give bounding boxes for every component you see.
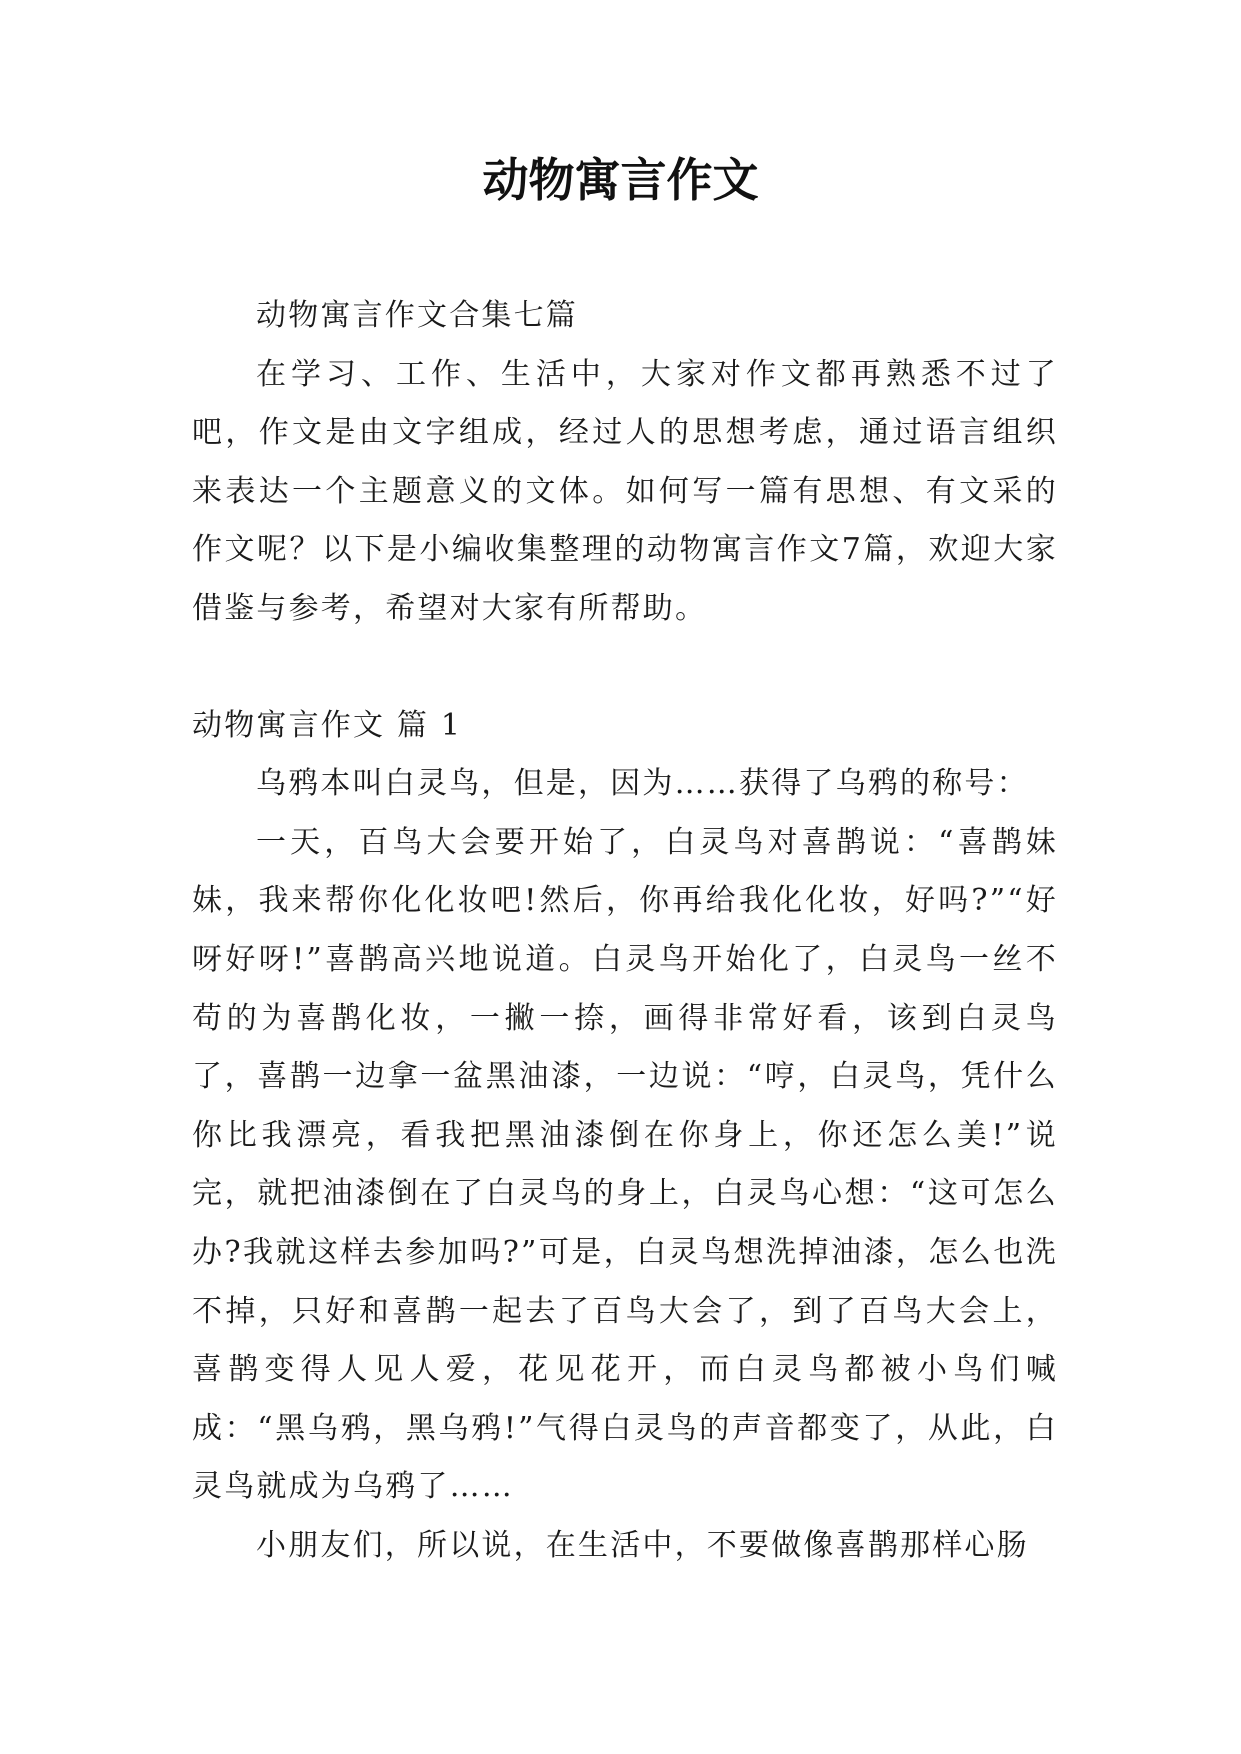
document-title: 动物寓言作文 xyxy=(482,153,759,207)
document-subtitle: 动物寓言作文合集七篇 xyxy=(256,298,578,333)
story-paragraph: 小朋友们，所以说，在生活中，不要做像喜鹊那样心肠 xyxy=(256,1527,1029,1563)
story-paragraph: 一天，百鸟大会要开始了，白灵鸟对喜鹊说：“喜鹊妹妹，我来帮你化化妆吧!然后，你再给我化化妆，好吗?”“好呀好呀!”喜鹊高兴地说道。白灵鸟开始化了，白灵鸟一丝不苟的为喜鹊化妆，一撇一捺，画得非常好看，该到白灵鸟了，喜鹊一边拿一盆黑油漆，一边说：“哼，白灵鸟，凭什么你比我漂亮，看我把黑油漆倒在你身上，你还怎么美!”说完，就把油漆倒在了白灵鸟的身上，白灵鸟心想：“这可怎么办?我就这样去参加吗?”可是，白灵鸟想洗掉油漆，怎么也洗不掉，只好和喜鹊一起去了百鸟大会了，到了百鸟大会上，喜鹊变得人见人爱，花见花开，而白灵鸟都被小鸟们喊成：“黑乌鸦，黑乌鸦!”气得白灵鸟的声音都变了，从此，白灵鸟就成为乌鸦了…… xyxy=(192,824,1058,1505)
document-body xyxy=(192,287,1058,1575)
section-heading: 动物寓言作文 篇 1 xyxy=(192,707,463,743)
story-paragraph: 乌鸦本叫白灵鸟，但是，因为……获得了乌鸦的称号： xyxy=(256,766,1029,802)
intro-paragraph: 在学习、工作、生活中，大家对作文都再熟悉不过了吧，作文是由文字组成，经过人的思想考虑，通过语言组织来表达一个主题意义的文体。如何写一篇有思想、有文采的作文呢？以下是小编收集整理的动物寓言作文7篇，欢迎大家借鉴与参考，希望对大家有所帮助。 xyxy=(192,356,1058,626)
